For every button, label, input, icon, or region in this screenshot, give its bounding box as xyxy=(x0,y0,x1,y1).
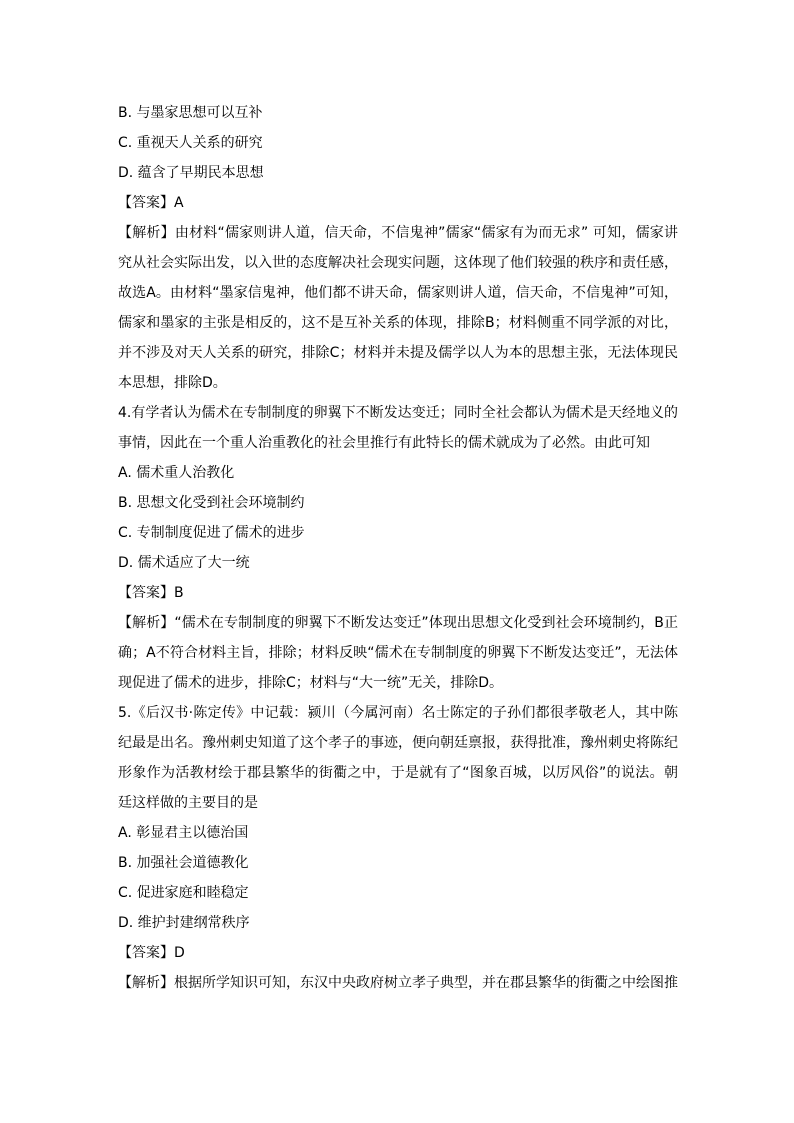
explanation-5: 【解析】根据所学知识可知，东汉中央政府树立孝子典型，并在郡县繁华的街衢之中绘图推 xyxy=(118,975,678,991)
option-5c: C. 促进家庭和睦稳定 xyxy=(118,885,249,901)
option-4c: C. 专制制度促进了儒术的进步 xyxy=(118,525,305,541)
document-body xyxy=(118,98,678,998)
question-4: 4.有学者认为儒术在专制制度的卵翼下不断发达变迁；同时全社会都认为儒术是天经地义的事情，因此在一个重人治重教化的社会里推行有此特长的儒术就成为了必然。由此可知 xyxy=(118,405,678,451)
option-5a: A. 彰显君主以德治国 xyxy=(118,825,249,841)
option-5b: B. 加强社会道德教化 xyxy=(118,855,249,871)
option-4a: A. 儒术重人治教化 xyxy=(118,465,235,481)
option-3b: B. 与墨家思想可以互补 xyxy=(118,105,263,121)
option-4b: B. 思想文化受到社会环境制约 xyxy=(118,495,305,511)
answer-5: 【答案】D xyxy=(118,945,185,961)
option-4d: D. 儒术适应了大一统 xyxy=(118,555,250,571)
answer-4: 【答案】B xyxy=(118,585,184,601)
option-3d: D. 蕴含了早期民本思想 xyxy=(118,165,264,181)
option-5d: D. 维护封建纲常秩序 xyxy=(118,915,250,931)
answer-3: 【答案】A xyxy=(118,195,184,211)
question-5: 5.《后汉书·陈定传》中记载：颍川（今属河南）名士陈定的子孙们都很孝敬老人，其中陈纪最是出名。豫州刺史知道了这个孝子的事迹，便向朝廷禀报，获得批准，豫州刺史将陈纪形象作为活教材绘于郡县繁华的街衢之中，于是就有了“图象百城，以厉风俗”的说法。朝廷这样做的主要目的是 xyxy=(118,705,678,811)
explanation-4: 【解析】“儒术在专制制度的卵翼下不断发达变迁”体现出思想文化受到社会环境制约，B正确；A不符合材料主旨，排除；材料反映“儒术在专制制度的卵翼下不断发达变迁”，无法体现促进了儒术的进步，排除C；材料与“大一统”无关，排除D。 xyxy=(118,615,678,691)
explanation-3: 【解析】由材料“儒家则讲人道，信天命，不信鬼神”儒家“儒家有为而无求” 可知，儒家讲究从社会实际出发，以入世的态度解决社会现实问题，这体现了他们较强的秩序和责任感，故选A。由材料“墨家信鬼神，他们都不讲天命，儒家则讲人道，信天命，不信鬼神”可知，儒家和墨家的主张是相反的，这不是互补关系的体现，排除B；材料侧重不同学派的对比，并不涉及对天人关系的研究，排除C；材料并未提及儒学以人为本的思想主张，无法体现民本思想，排除D。 xyxy=(118,225,678,391)
option-3c: C. 重视天人关系的研究 xyxy=(118,135,263,151)
